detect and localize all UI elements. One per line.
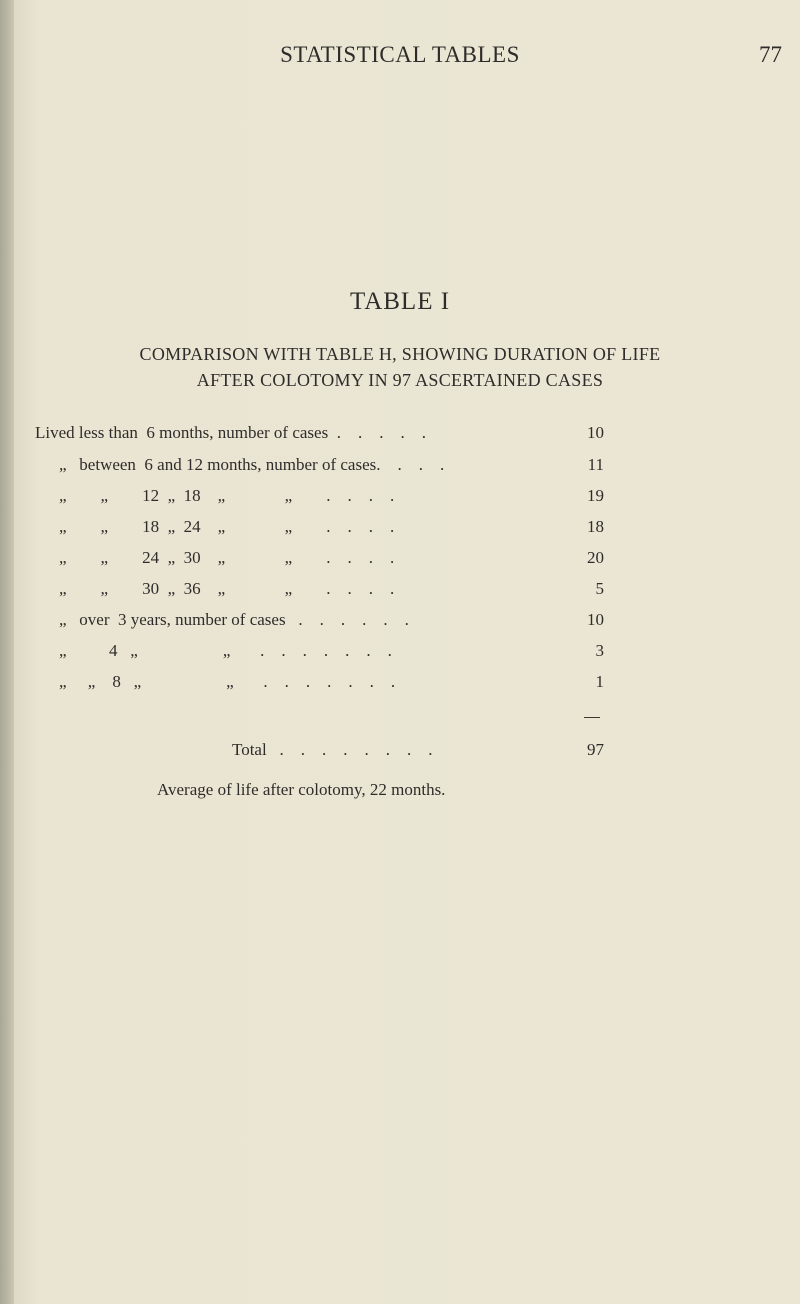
row-label: „ „ 12 „ 18 „ „ . . . . [59,486,395,505]
row-value: 19 [587,486,604,505]
table-row [0,672,800,696]
table-row [0,610,800,634]
table-row [0,455,800,479]
row-value: 11 [587,455,604,474]
table-row [0,579,800,603]
row-value: 3 [595,641,604,660]
total-value: 97 [587,740,604,759]
row-value: 1 [595,672,604,691]
row-label: „ over 3 years, number of cases . . . . . . [59,610,409,629]
row-value: 18 [587,517,604,536]
row-value: 10 [587,423,604,442]
row-label: „ „ 18 „ 24 „ „ . . . . [59,517,395,536]
table-title: TABLE I [349,288,451,315]
row-label: „ „ 8 „ „ . . . . . . . [59,672,396,691]
row-label: Lived less than 6 months, number of cases . . . . . [35,423,426,442]
table-subtitle-line-1: COMPARISON WITH TABLE H, SHOWING DURATION OF LIFE [139,344,661,364]
row-value: 5 [595,579,604,598]
row-label: „ 4 „ „ . . . . . . . [59,641,392,660]
total-row [0,740,800,764]
table-row [0,517,800,541]
total-label: Total . . . . . . . . [232,740,433,759]
page-number: 77 [759,42,782,67]
average-note: Average of life after colotomy, 22 months. [157,780,446,799]
running-title: STATISTICAL TABLES [280,42,520,67]
table-row [0,548,800,572]
row-label: „ „ 30 „ 36 „ „ . . . . [59,579,395,598]
row-label: „ between 6 and 12 months, number of cases. . . . [59,455,445,474]
row-value: 10 [587,610,604,629]
row-label: „ „ 24 „ 30 „ „ . . . . [59,548,395,567]
table-row [0,486,800,510]
table-subtitle-line-2: AFTER COLOTOMY IN 97 ASCERTAINED CASES [196,370,604,390]
sum-rule [584,717,600,718]
row-value: 20 [587,548,604,567]
table-row [0,641,800,665]
table-row [0,423,800,447]
